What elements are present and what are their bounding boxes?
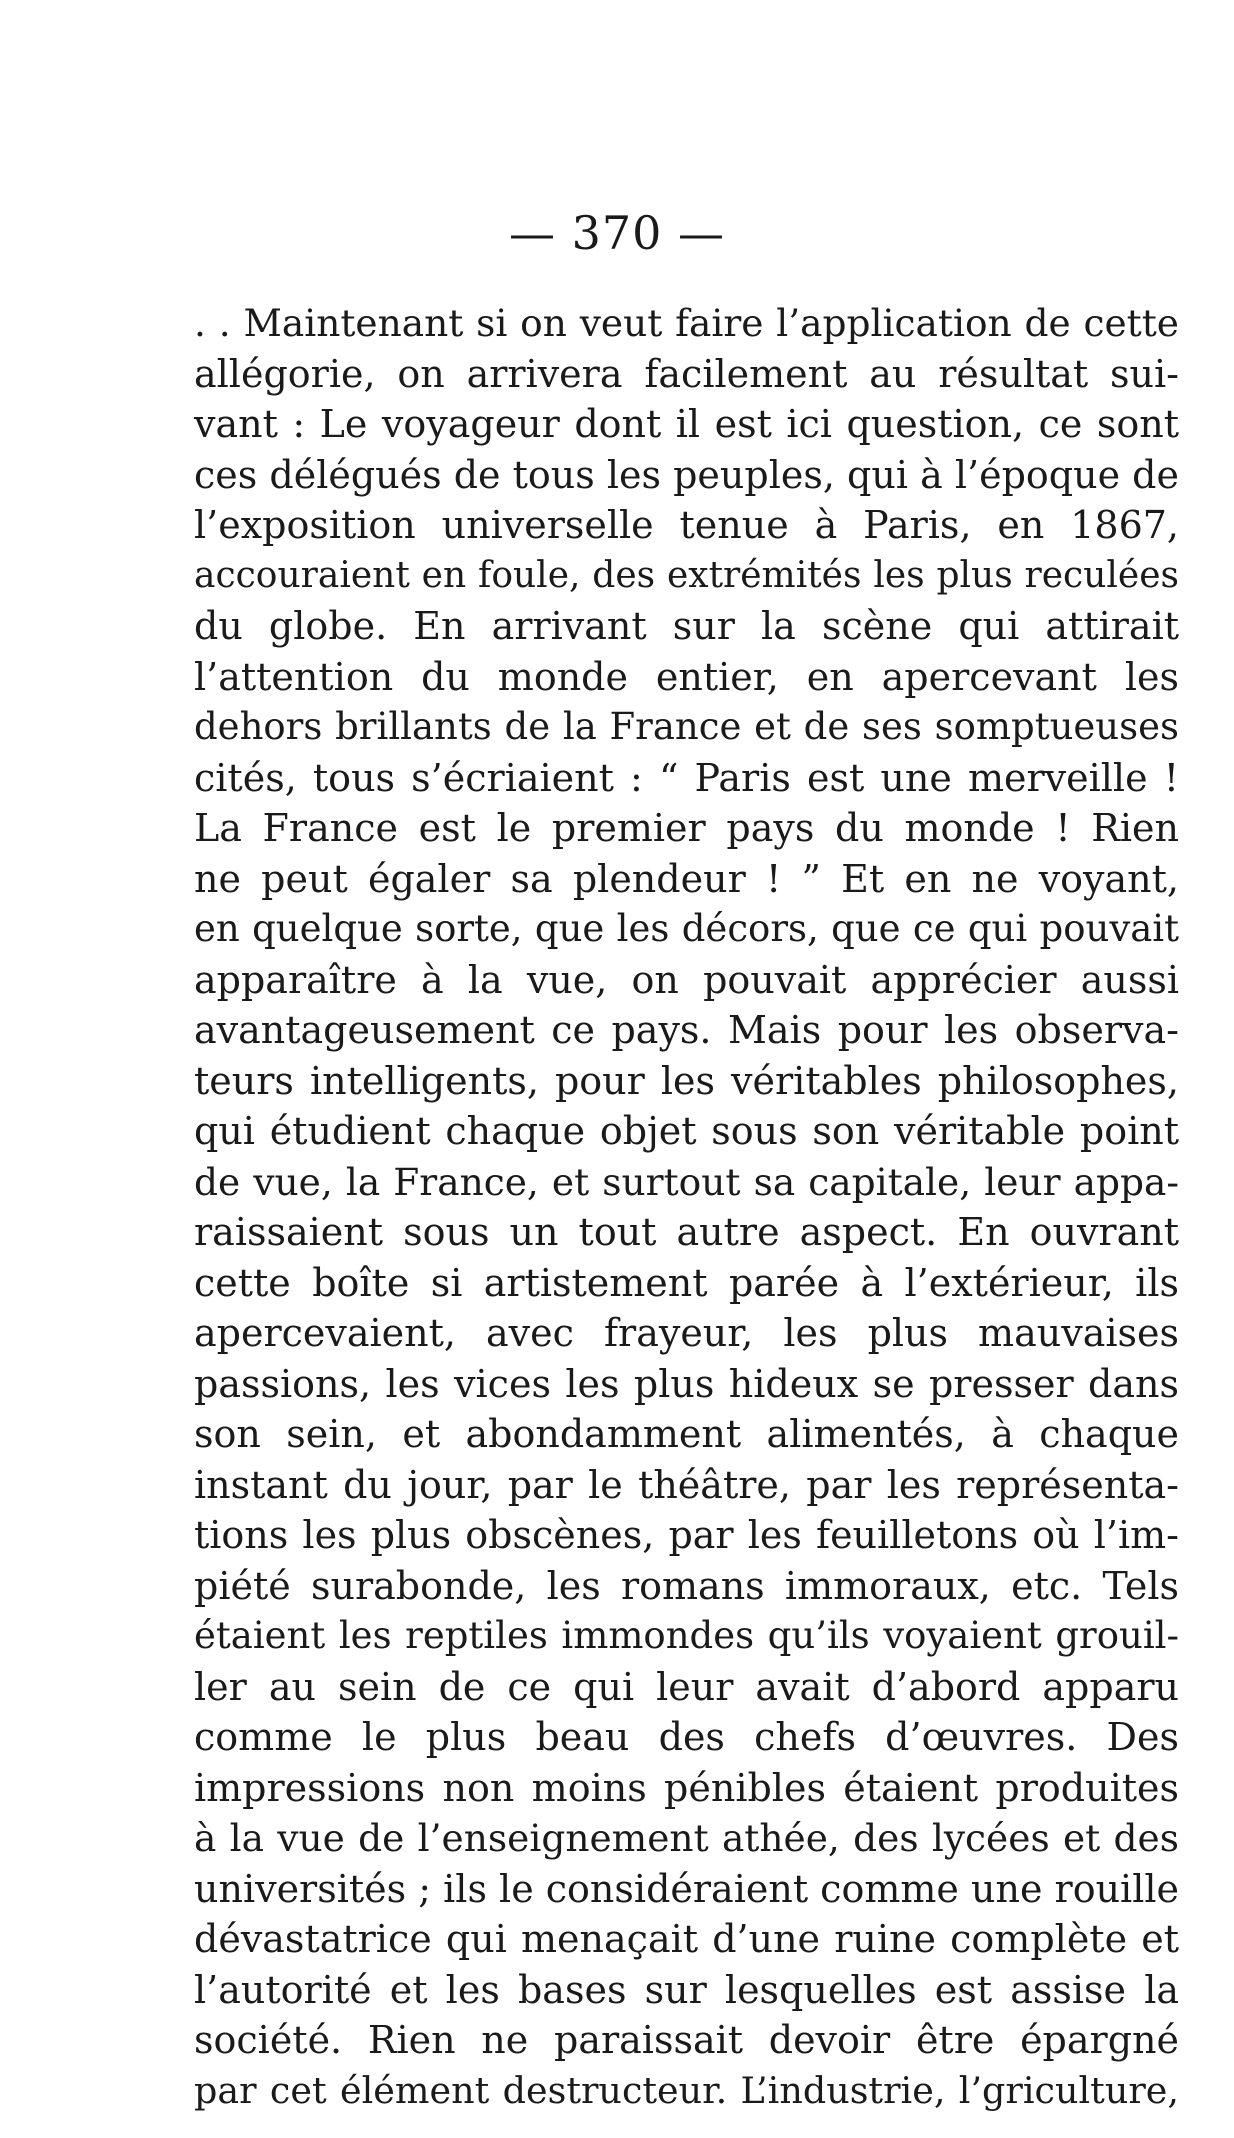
text-line: piété surabonde, les romans immoraux, etc. Tels <box>194 1563 1179 1608</box>
text-line: allégorie, on arrivera facilement au résultat sui- <box>194 351 1179 396</box>
text-line: son sein, et abondamment alimentés, à chaque <box>194 1412 1179 1456</box>
text-line: de vue, la France, et surtout sa capitale, leur appa- <box>194 1159 1179 1204</box>
page-number: — 370 — <box>508 206 726 260</box>
text-line: par cet élément destructeur. L’industrie, l’griculture, <box>194 2068 1179 2112</box>
text-line: ces délégués de tous les peuples, qui à l’époque de <box>194 452 1179 497</box>
text-line: société. Rien ne paraissait devoir être épargné <box>194 2018 1179 2062</box>
text-line: La France est le premier pays du monde ! Rien <box>194 806 1179 850</box>
text-line: en quelque sorte, que les décors, que ce qui pouvait <box>194 907 1179 950</box>
text-line: ne peut égaler sa plendeur ! ” Et en ne voyant, <box>194 856 1179 901</box>
text-line: universités ; ils le considéraient comme une rouille <box>194 1866 1179 1911</box>
text-line: cette boîte si artistement parée à l’extérieur, ils <box>194 1260 1179 1305</box>
text-line: l’exposition universelle tenue à Paris, en 1867, <box>194 503 1179 547</box>
text-line: qui étudient chaque objet sous son véritable point <box>194 1109 1179 1153</box>
text-line: impressions non moins pénibles étaient produites <box>194 1765 1179 1810</box>
text-line: accouraient en foule, des extrémités les plus reculées <box>194 554 1179 596</box>
text-line: étaient les reptiles immondes qu’ils voyaient grouil- <box>194 1614 1179 1657</box>
body-text <box>194 298 1179 2116</box>
text-line: à la vue de l’enseignement athée, des lycées et des <box>194 1816 1179 1860</box>
text-line: dehors brillants de la France et de ses somptueuses <box>194 705 1179 748</box>
text-line: l’attention du monde entier, en apercevant les <box>194 654 1179 699</box>
text-line: tions les plus obscènes, par les feuilletons où l’im- <box>194 1513 1179 1557</box>
text-line: ler au sein de ce qui leur avait d’abord apparu <box>194 1664 1179 1709</box>
text-line: . . Maintenant si on veut faire l’application de cette <box>194 301 1179 345</box>
text-line: du globe. En arrivant sur la scène qui attirait <box>194 604 1179 648</box>
text-line: instant du jour, par le théâtre, par les représenta- <box>194 1462 1179 1507</box>
text-line: apparaître à la vue, on pouvait apprécier aussi <box>194 957 1179 1002</box>
text-line: passions, les vices les plus hideux se presser dans <box>194 1361 1179 1406</box>
text-line: apercevaient, avec frayeur, les plus mauvaises <box>194 1311 1179 1355</box>
text-line: raissaient sous un tout autre aspect. En ouvrant <box>194 1210 1179 1254</box>
text-line: teurs intelligents, pour les véritables philosophes, <box>194 1058 1179 1103</box>
text-line: comme le plus beau des chefs d’œuvres. Des <box>194 1715 1179 1759</box>
text-line: vant : Le voyageur dont il est ici question, ce sont <box>194 402 1179 446</box>
text-line: dévastatrice qui menaçait d’une ruine complète et <box>194 1917 1179 1961</box>
text-line: l’autorité et les bases sur lesquelles est assise la <box>194 1967 1179 2012</box>
text-line: cités, tous s’écriaient : “ Paris est une merveille ! <box>194 755 1179 800</box>
text-line: avantageusement ce pays. Mais pour les observa- <box>194 1008 1179 1052</box>
